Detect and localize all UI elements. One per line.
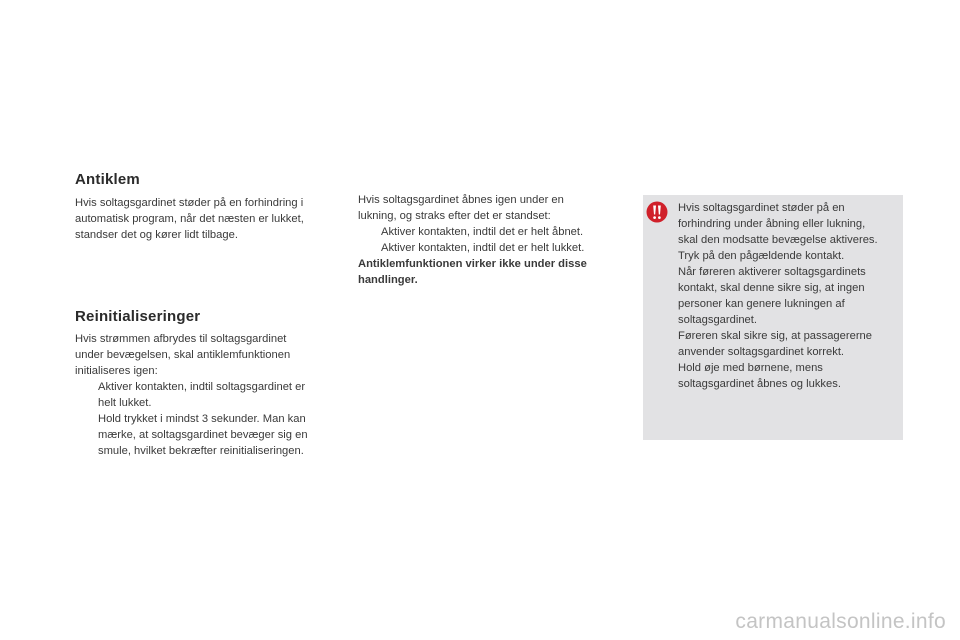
reinit-steps bbox=[75, 379, 350, 459]
reinit-step bbox=[75, 411, 350, 459]
warning-line: kontakt, skal denne sikre sig, at ingen bbox=[678, 282, 865, 294]
reinit-intro-line: initialiseres igen: bbox=[75, 365, 158, 377]
warning-line: forhindring under åbning eller lukning, bbox=[678, 218, 866, 230]
reinit-step-line: smule, hvilket bekræfter reinitialiseringen. bbox=[98, 445, 304, 457]
antiklem-line: automatisk program, når det næsten er lukket, bbox=[75, 213, 304, 225]
reopen-section bbox=[358, 192, 628, 288]
warning-line: Når føreren aktiverer soltagsgardinets bbox=[678, 266, 866, 278]
reopen-intro-line: Hvis soltagsgardinet åbnes igen under en bbox=[358, 194, 564, 206]
warning-line: personer kan genere lukningen af bbox=[678, 298, 845, 310]
antiklem-note-line: handlinger. bbox=[358, 274, 418, 286]
antiklem-heading: Antiklem bbox=[75, 171, 140, 188]
warning-line: Føreren skal sikre sig, at passagererne bbox=[678, 330, 872, 342]
reinit-step bbox=[75, 379, 350, 411]
reopen-step bbox=[358, 240, 628, 256]
warning-line: Hvis soltagsgardinet støder på en bbox=[678, 202, 845, 214]
warning-line: skal den modsatte bevægelse aktiveres. bbox=[678, 234, 878, 246]
antiklem-note bbox=[358, 256, 628, 288]
reopen-step-text: Aktiver kontakten, indtil det er helt åbnet. bbox=[381, 226, 584, 238]
warning-line: soltagsgardinet. bbox=[678, 314, 757, 326]
reinit-step-line: helt lukket. bbox=[98, 397, 152, 409]
reopen-step bbox=[358, 224, 628, 240]
reinit-intro-line: Hvis strømmen afbrydes til soltagsgardinet bbox=[75, 333, 287, 345]
reopen-step-text: Aktiver kontakten, indtil det er helt lukket. bbox=[381, 242, 585, 254]
reinit-intro bbox=[75, 331, 350, 379]
reinit-step-line: mærke, at soltagsgardinet bevæger sig en bbox=[98, 429, 308, 441]
reinit-heading: Reinitialiseringer bbox=[75, 308, 201, 325]
reopen-steps bbox=[358, 224, 628, 256]
reinit-step-line: Hold trykket i mindst 3 sekunder. Man kan bbox=[98, 413, 306, 425]
reopen-intro-line: lukning, og straks efter det er standset: bbox=[358, 210, 551, 222]
reinit-intro-line: under bevægelsen, skal antiklemfunktionen bbox=[75, 349, 291, 361]
reinit-step-line: Aktiver kontakten, indtil soltagsgardinet er bbox=[98, 381, 306, 393]
warning-text bbox=[678, 200, 900, 392]
antiklem-line: Hvis soltagsgardinet støder på en forhindring i bbox=[75, 197, 304, 209]
reinit-section bbox=[75, 331, 350, 459]
reopen-intro bbox=[358, 192, 628, 224]
warning-line: anvender soltagsgardinet korrekt. bbox=[678, 346, 845, 358]
warning-exclamation-icon bbox=[646, 201, 668, 223]
antiklem-note-line: Antiklemfunktionen virker ikke under disse bbox=[358, 258, 587, 270]
watermark: carmanualsonline.info bbox=[735, 610, 946, 633]
warning-line: soltagsgardinet åbnes og lukkes. bbox=[678, 378, 841, 390]
antiklem-text bbox=[75, 195, 345, 243]
antiklem-line: standser det og kører lidt tilbage. bbox=[75, 229, 238, 241]
warning-line: Hold øje med børnene, mens bbox=[678, 362, 823, 374]
warning-line: Tryk på den pågældende kontakt. bbox=[678, 250, 845, 262]
